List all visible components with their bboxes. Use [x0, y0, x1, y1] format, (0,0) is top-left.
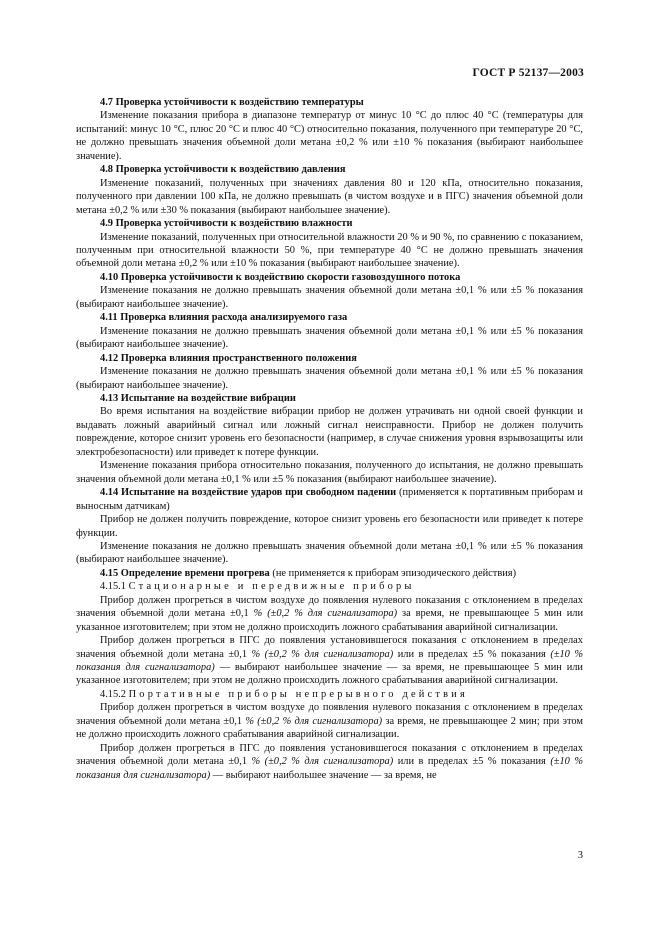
paragraph: Прибор не должен получить повреждение, которое снизит уровень его безопасности или приведет к потере функции. — [76, 514, 583, 539]
paragraph: Изменение показания не должно превышать значения объемной доли метана ±0,1 % или ±5 % показания (выбирают наибольшее значение). — [76, 366, 583, 391]
paragraph: Во время испытания на воздействие вибрации прибор не должен утрачивать ни одной своей функции и выдавать ложный аварийный сигнал или ложный сигнал неисправности. Прибор не должен получить повреждение, которое снизит уровень его безопасности (например, в случае снижения уровня взрывозащиты или электробезопасности) или приведет к потере функции. — [76, 406, 583, 458]
paragraph: Прибор должен прогреться в чистом воздухе до появления нулевого показания с отклонением в пределах значения объемной доли метана ±0,1 % (±0,2 % для сигнализатора) за время, не превышающее 5 мин или указанное изготовителем; при этом не должно происходить ложного срабатывания аварийной сигнализации. — [76, 594, 584, 633]
document-code-header: ГОСТ Р 52137—2003 — [472, 67, 584, 79]
section-heading: 4.14 Испытание на воздействие ударов при свободном падении (применяется к портативным приборам и выносным датчикам) — [76, 487, 583, 512]
subsection-heading: 4.15.1 Стационарные и передвижные приборы — [100, 581, 415, 593]
paragraph: Изменение показания не должно превышать значения объемной доли метана ±0,1 % или ±5 % показания (выбирают наибольшее значение). — [76, 325, 583, 351]
paragraph: Прибор должен прогреться в ПГС до появления установившегося показания с отклонением в пределах значения объемной доли метана ±0,1 % (±0,2 % для сигнализатора) или в пределах ±5 % показания (±10 % показания для сигнализатора) — выбирают наибольшее значение — за время, не превышающее 5 мин или указанное изготовителем; при этом не должно происходить ложного срабатывания аварийной сигнализации. — [76, 635, 583, 687]
section-heading: 4.15 Определение времени прогрева (не применяется к приборам эпизодического действия) — [100, 567, 517, 579]
subsection-heading: 4.15.2 Портативные приборы непрерывного действия — [100, 688, 468, 700]
section-heading: 4.7 Проверка устойчивости к воздействию температуры — [100, 97, 364, 108]
section-heading: 4.9 Проверка устойчивости к воздействию влажности — [100, 218, 353, 230]
section-heading: 4.8 Проверка устойчивости к воздействию давления — [100, 164, 346, 176]
paragraph: Изменение показаний, полученных при значениях давления 80 и 120 кПа, относительно показания, полученного при давлении 100 кПа, не должно превышать (в чистом воздухе и в ПГС) значения объемной доли метана ±0,2 % или ±30 % показания (выбирают наибольшее значение). — [76, 177, 583, 216]
page-number: 3 — [577, 850, 583, 861]
document-body — [76, 96, 583, 782]
section-heading: 4.12 Проверка влияния пространственного положения — [100, 352, 357, 364]
paragraph: Прибор должен прогреться в ПГС до появления установившегося показания с отклонением в пределах значения объемной доли метана ±0,1 % (±0,2 % для сигнализатора) или в пределах ±5 % показания (±10 % показания для сигнализатора) — выбирают наибольшее значение — за время, не — [76, 742, 583, 781]
section-heading: 4.13 Испытание на воздействие вибрации — [100, 392, 296, 404]
section-heading: 4.10 Проверка устойчивости к воздействию скорости газовоздушного потока — [100, 271, 461, 283]
paragraph: Изменение показаний, полученных при относительной влажности 20 % и 90 %, по сравнению с показанием, полученным при относительной влажности 50 %, при температуре 40 °С не должно превышать значения объемной доли метана ±0,2 % или ±10 % показания (выбирают наибольшее значение). — [76, 231, 583, 270]
section-heading: 4.11 Проверка влияния расхода анализируемого газа — [100, 312, 348, 324]
paragraph: Прибор должен прогреться в чистом воздухе до появления нулевого показания с отклонением в пределах значения объемной доли метана ±0,1 % (±0,2 % для сигнализатора) за время, не превышающее 2 мин; при этом не должно происходить ложного срабатывания аварийной сигнализации. — [76, 702, 583, 741]
paragraph: Изменение показания не должно превышать значения объемной доли метана ±0,1 % или ±5 % показания (выбирают наибольшее значение). — [76, 285, 583, 310]
paragraph: Изменение показания не должно превышать значения объемной доли метана ±0,1 % или ±5 % показания (выбирают наибольшее значение). — [76, 540, 583, 566]
paragraph: Изменение показания прибора в диапазоне температур от минус 10 °С до плюс 40 °С (температуры для испытаний: минус 10 °С, плюс 20 °С и плюс 40 °С) относительно показания, полученного при температуре 20 °С, не должно превышать значения объемной доли метана ±0,2 % или ±10 % показания (выбирают наибольшее значение). — [76, 110, 583, 162]
paragraph: Изменение показания прибора относительно показания, полученного до испытания, не должно превышать значения объемной доли метана ±0,1 % или ±5 % показания (выбирают наибольшее значение). — [76, 460, 583, 485]
